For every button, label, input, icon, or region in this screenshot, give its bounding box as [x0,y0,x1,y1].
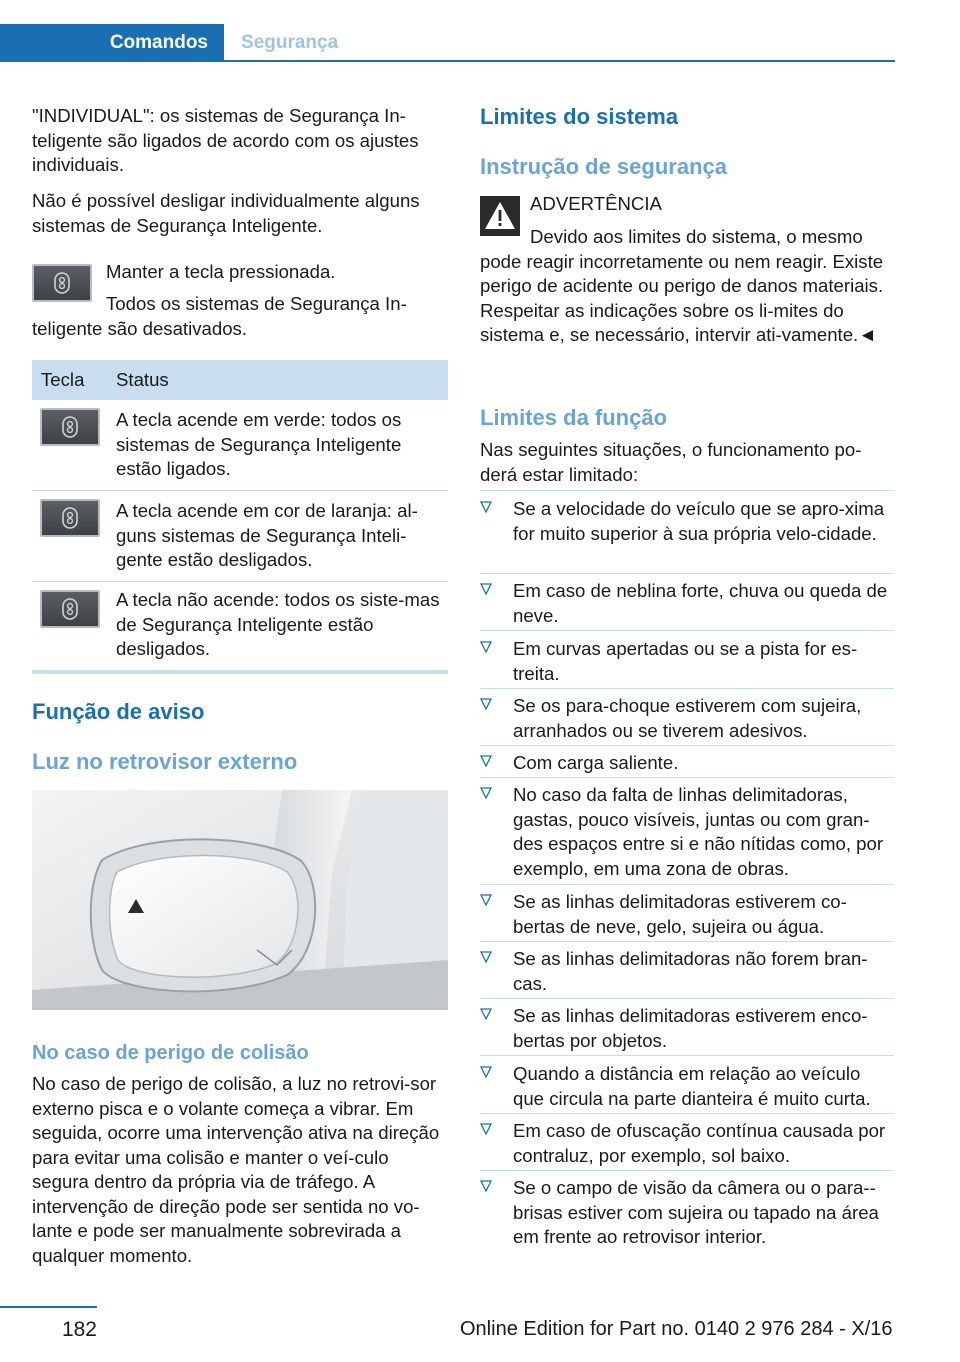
bullet-triangle-icon [480,641,492,653]
list-item-text: Se as linhas delimitadoras estiverem co-bertas de neve, gelo, sujeira ou água. [513,891,847,937]
list-item-text: Se o campo de visão da câmera ou o para--brisas estiver com sujeira ou tapado na área em frente ao retrovisor interior. [513,1177,879,1247]
list-item-text: Em curvas apertadas ou se a pista for es-treita. [513,638,858,684]
page-header [0,0,895,62]
table-header-status: Status [116,369,169,390]
list-item-text: Se a velocidade do veículo que se apro-xima for muito superior à sua própria velo-cidade. [513,498,885,544]
table-row [32,400,448,490]
bullet-triangle-icon [480,755,492,767]
list-item-text: Com carga saliente. [513,752,679,773]
list-item-text: No caso da falta de linhas delimitadoras, gastas, pouco visíveis, juntas ou com gran-des espaços entre si e não nítidas como, por exemplo, em uma zona de obras. [513,784,884,879]
heading-warning-function: Função de aviso [32,699,205,724]
paragraph-individual: "INDIVIDUAL": os sistemas de Segurança In-teligente são ligados de acordo com os ajustes individuais. [32,105,419,175]
bullet-triangle-icon [480,583,492,595]
list-item-text: Quando a distância em relação ao veículo que circula na parte dianteira é muito curta. [513,1063,871,1109]
bullet-triangle-icon [480,501,492,513]
safety-key-off-icon [40,590,100,628]
warning-title: ADVERTÊNCIA [530,193,662,214]
paragraph-no-individual-off: Não é possível desligar individualmente alguns sistemas de Segurança Inteligente. [32,190,420,236]
heading-collision-danger: No caso de perigo de colisão [32,1042,309,1064]
list-divider [480,1170,894,1171]
table-cell-status: A tecla não acende: todos os siste-mas de Segurança Inteligente estão desligados. [116,589,440,659]
bullet-triangle-icon [480,698,492,710]
tab-comandos[interactable]: Comandos [0,24,224,62]
key-result: Todos os sistemas de Segurança In-teligente são desativados. [32,293,407,339]
bullet-triangle-icon [480,894,492,906]
bullet-triangle-icon [480,787,492,799]
list-divider [480,941,894,942]
safety-key-green-icon [40,408,100,446]
table-end-bar [32,670,448,674]
table-header [32,360,448,400]
list-divider [480,777,894,778]
heading-mirror-light: Luz no retrovisor externo [32,749,298,774]
tab-seguranca[interactable]: Segurança [241,32,339,53]
bullet-triangle-icon [480,1066,492,1078]
paragraph-collision: No caso de perigo de colisão, a luz no retrovi-sor externo pisca e o volante começa a vibrar. Em seguida, ocorre uma intervenção ativa na direção para evitar uma colisão e manter o veí-culo segura dentro da própria via de tráfego. A intervenção de direção pode ser sentida no vo-lante e pode ser manualmente sobrevirada a qualquer momento. [32,1073,440,1266]
list-divider [480,1055,894,1056]
table-row [32,491,448,581]
list-item-text: Se os para-choque estiverem com sujeira, arranhados ou se tiverem adesivos. [513,695,862,741]
bullet-triangle-icon [480,1123,492,1135]
list-divider [480,573,894,574]
list-divider [480,1113,894,1114]
list-divider [480,745,894,746]
list-item-text: Em caso de neblina forte, chuva ou queda de neve. [513,580,888,626]
warning-text: Devido aos limites do sistema, o mesmo pode reagir incorretamente ou nem reagir. Existe perigo de acidente ou perigo de danos materiais. Respeitar as indicações sobre os li-mites do sistema e, se necessário, intervir ati-vamente.◄ [480,226,884,345]
heading-safety-instruction: Instrução de segurança [480,154,727,179]
table-row [32,582,448,670]
header-divider [0,60,895,62]
side-mirror-illustration [32,790,448,1010]
bullet-triangle-icon [480,1008,492,1020]
table-cell-status: A tecla acende em verde: todos os sistemas de Segurança Inteligente estão ligados. [116,409,402,479]
heading-function-limits: Limites da função [480,405,668,430]
bullet-triangle-icon [480,951,492,963]
list-item-text: Se as linhas delimitadoras não forem bran-cas. [513,948,868,994]
list-divider [480,884,894,885]
table-cell-status: A tecla acende em cor de laranja: al-guns sistemas de Segurança Inteli-gente estão desligados. [116,500,418,570]
footer-divider [0,1306,97,1308]
list-item-text: Se as linhas delimitadoras estiverem enco-bertas por objetos. [513,1005,868,1051]
key-instruction: Manter a tecla pressionada. [106,261,336,282]
list-item-text: Em caso de ofuscação contínua causada por contraluz, por exemplo, sol baixo. [513,1120,886,1166]
heading-system-limits: Limites do sistema [480,104,679,129]
bullet-triangle-icon [480,1180,492,1192]
safety-key-orange-icon [40,499,100,537]
list-divider [480,998,894,999]
table-header-tecla: Tecla [41,369,85,390]
list-divider [480,490,894,491]
list-divider [480,630,894,631]
paragraph-function-limits-intro: Nas seguintes situações, o funcionamento po-derá estar limitado: [480,439,862,485]
list-divider [480,688,894,689]
edition-note: Online Edition for Part no. 0140 2 976 284 - X/16 [460,1318,893,1340]
page-number: 182 [61,1318,97,1341]
